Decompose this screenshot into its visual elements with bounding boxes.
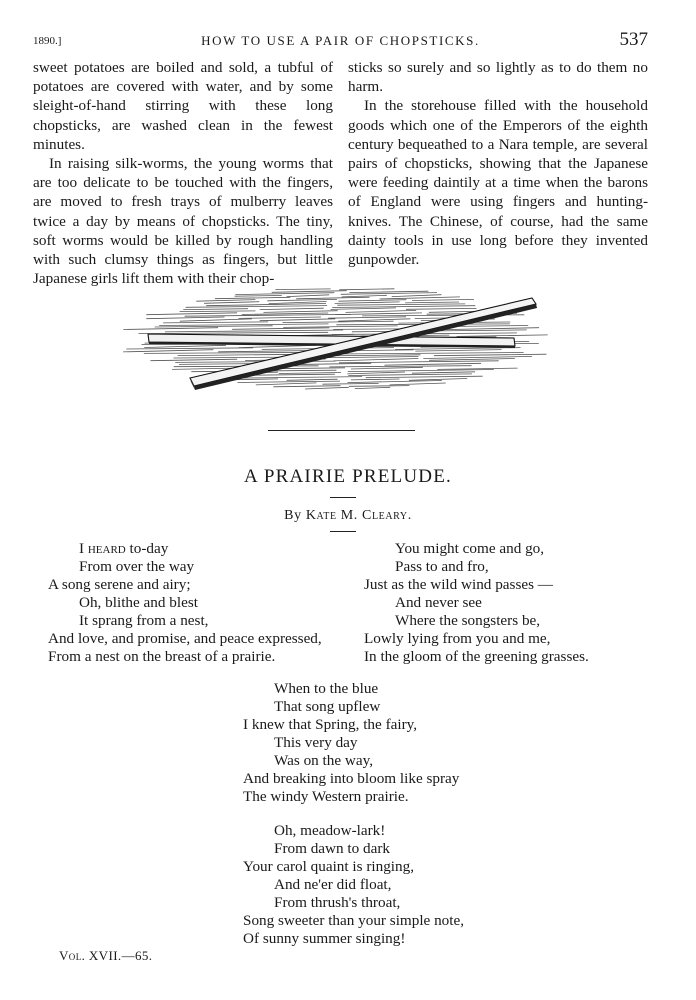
poem-stanza-1 [48, 540, 322, 666]
article-paragraph: sticks so surely and so lightly as to do them no harm. [348, 59, 648, 96]
poem-author: Kate M. Cleary. [305, 508, 412, 523]
poem-line: Lowly lying from you and me, [364, 630, 551, 647]
poem-line [48, 540, 322, 558]
poem-line: And breaking into bloom like spray [243, 770, 460, 787]
poem-line: And ne'er did float, [274, 876, 392, 893]
title-rule [330, 497, 356, 498]
article-right-column [348, 58, 648, 269]
poem-byline [0, 508, 696, 524]
poem-stanza-4 [243, 822, 464, 948]
article-left-column [33, 58, 333, 288]
article-paragraph: sweet potatoes are boiled and sold, a tubful of potatoes are covered with water, and by some sleight-of-hand stirring with these long chopsticks, are washed clean in the fewest minutes. [33, 59, 333, 153]
poem-line: Where the songsters be, [395, 612, 541, 629]
poem-line: A song serene and airy; [48, 576, 191, 593]
article-paragraph: In raising silk-worms, the young worms that are too delicate to be touched with the fingers, are moved to fresh trays of mulberry leaves twice a day by means of chopsticks. The tiny, soft worms would be killed by rough handling with such clumsy things as fingers, but little Japanese girls lift them with their chop- [33, 155, 333, 288]
article-paragraph: In the storehouse filled with the household goods which one of the Emperors of the eighth century bequeathed to a Nara temple, are several pairs of chopsticks, showing that the Japanese were feeding daintily at a time when the barons of England were using fingers and hunting-knives. The Chinese, of course, had the same dainty tools in use long before they invented gunpowder. [348, 97, 648, 269]
poem-line: In the gloom of the greening grasses. [364, 648, 589, 665]
poem-line: You might come and go, [395, 540, 545, 557]
running-head-year: 1890.] [33, 35, 62, 47]
poem-line-lead: I heard [79, 540, 126, 557]
poem-line: From over the way [79, 558, 195, 575]
byline-prefix: By [284, 508, 302, 523]
poem-line: Just as the wild wind passes — [364, 576, 553, 593]
poem-title: A PRAIRIE PRELUDE. [244, 466, 452, 487]
chopsticks-engraving-icon [112, 282, 568, 400]
poem-line: Song sweeter than your simple note, [243, 912, 465, 929]
poem-line-rest: to-day [125, 540, 169, 557]
poem-line: Was on the way, [274, 752, 374, 769]
poem-line: From dawn to dark [274, 840, 390, 857]
poem-line: The windy Western prairie. [243, 788, 409, 805]
poem-line: From thrush's throat, [274, 894, 401, 911]
poem-stanza-3 [243, 680, 459, 806]
poem-line: Pass to and fro, [395, 558, 489, 575]
poem-line: From a nest on the breast of a prairie. [48, 648, 276, 665]
poem-line: Oh, meadow-lark! [274, 822, 386, 839]
poem-stanza-2 [364, 540, 589, 666]
poem-line: Your carol quaint is ringing, [243, 858, 414, 875]
section-divider [268, 430, 415, 431]
poem-line: And never see [395, 594, 482, 611]
poem-line: Oh, blithe and blest [79, 594, 198, 611]
poem-line: This very day [274, 734, 358, 751]
poem-line: It sprang from a nest, [79, 612, 209, 629]
running-head-title: HOW TO USE A PAIR OF CHOPSTICKS. [201, 33, 480, 48]
poem-line: When to the blue [274, 680, 379, 697]
poem-line: I knew that Spring, the fairy, [243, 716, 418, 733]
byline-rule [330, 531, 356, 532]
poem-line: That song upflew [274, 698, 381, 715]
poem-line: And love, and promise, and peace expressed, [48, 630, 322, 647]
running-head [33, 30, 648, 52]
volume-signature: Vol. XVII.—65. [59, 948, 153, 963]
page-number: 537 [619, 29, 648, 50]
poem-line: Of sunny summer singing! [243, 930, 406, 947]
